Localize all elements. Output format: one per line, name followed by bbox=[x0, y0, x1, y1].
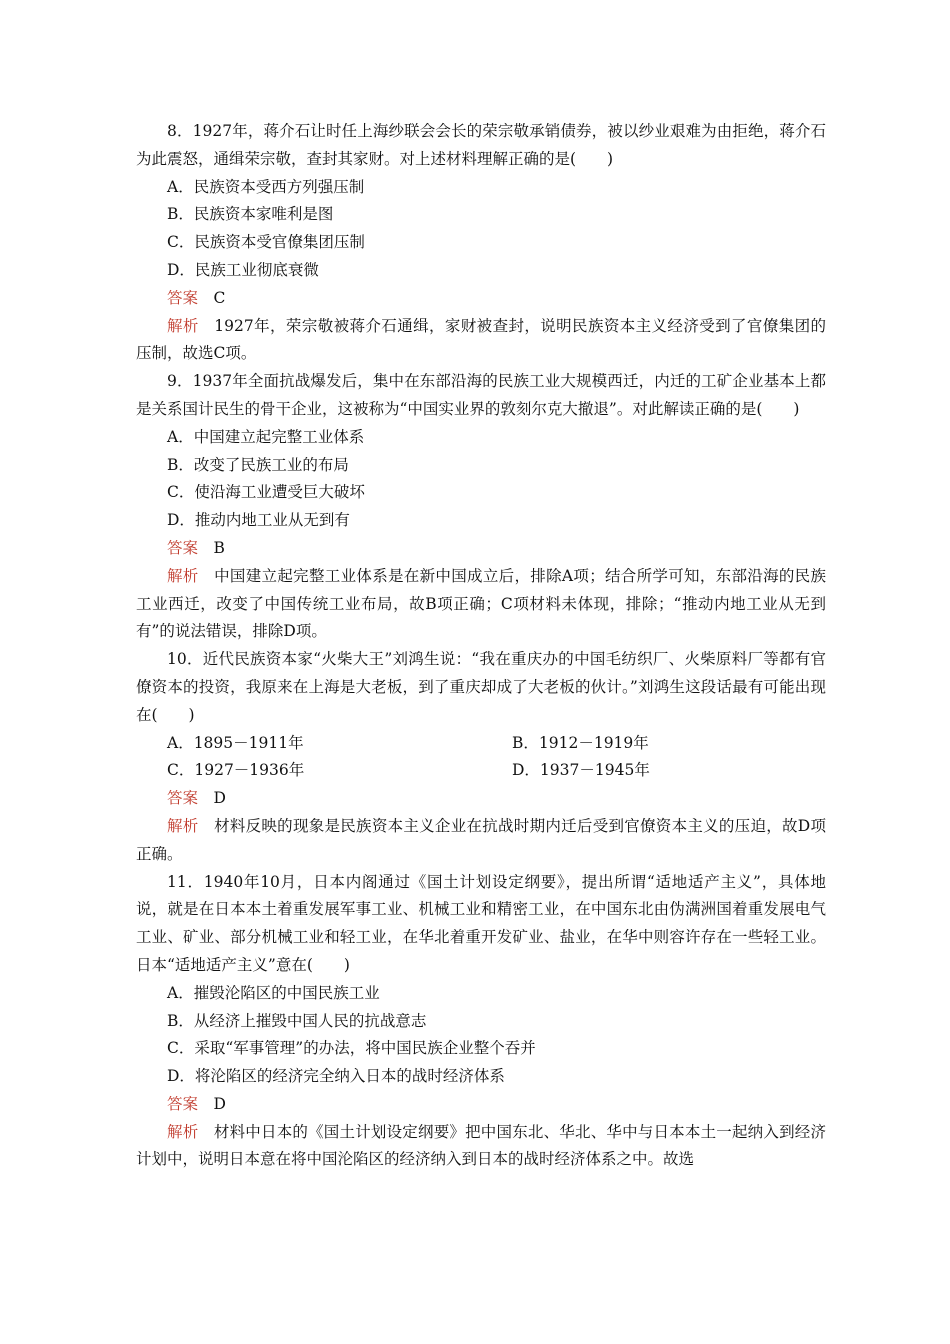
analysis-label: 解析 bbox=[167, 566, 199, 585]
analysis-line bbox=[136, 563, 826, 646]
analysis-label: 解析 bbox=[167, 816, 199, 835]
answer-label: 答案 bbox=[167, 1094, 199, 1113]
question-10 bbox=[136, 646, 826, 868]
answer-value: C bbox=[213, 288, 226, 307]
option-c: C．民族资本受官僚集团压制 bbox=[167, 233, 365, 252]
option-a: A．中国建立起完整工业体系 bbox=[167, 427, 365, 446]
question-stem: 10．近代民族资本家“火柴大王”刘鸿生说：“我在重庆办的中国毛纺织厂、火柴原料厂等都有官僚资本的投资，我原来在上海是大老板，到了重庆却成了大老板的伙计。”刘鸿生这段话最有可能出现在( ) bbox=[136, 650, 826, 724]
analysis-line bbox=[136, 813, 826, 869]
analysis-label: 解析 bbox=[167, 1122, 199, 1141]
analysis-label: 解析 bbox=[167, 316, 199, 335]
analysis-text: 材料中日本的《国土计划设定纲要》把中国东北、华北、华中与日本本土一起纳入到经济计划中，说明日本意在将中国沦陷区的经济纳入到日本的战时经济体系之中。故选 bbox=[136, 1122, 826, 1169]
answer-line bbox=[136, 1091, 826, 1119]
question-8 bbox=[136, 118, 826, 368]
option-d: D．民族工业彻底衰微 bbox=[167, 260, 319, 279]
question-9 bbox=[136, 368, 826, 646]
question-stem: 9．1937年全面抗战爆发后，集中在东部沿海的民族工业大规模西迁，内迁的工矿企业基本上都是关系国计民生的骨干企业，这被称为“中国实业界的敦刻尔克大撤退”。对此解读正确的是( ) bbox=[136, 372, 826, 418]
option-d: D．1937－1945年 bbox=[512, 761, 650, 780]
answer-value: B bbox=[213, 538, 225, 557]
option-c: C．使沿海工业遭受巨大破坏 bbox=[167, 483, 365, 502]
analysis-line bbox=[136, 1119, 826, 1175]
option-a: A．民族资本受西方列强压制 bbox=[167, 177, 365, 196]
option-d: D．将沦陷区的经济完全纳入日本的战时经济体系 bbox=[167, 1067, 505, 1086]
option-c: C．1927－1936年 bbox=[167, 761, 305, 780]
question-stem: 11．1940年10月，日本内阁通过《国土计划设定纲要》，提出所谓“适地适产主义”，具体地说，就是在日本本土着重发展军事工业、机械工业和精密工业，在中国东北由伪满洲国着重发展电气工业、矿业、部分机械工业和轻工业，在华北着重开发矿业、盐业，在华中则容许存在一些轻工业。日本“适地适产主义”意在( ) bbox=[136, 872, 826, 974]
option-b: B．1912－1919年 bbox=[512, 733, 649, 752]
analysis-text: 1927年，荣宗敬被蒋介石通缉，家财被查封，说明民族资本主义经济受到了官僚集团的压制，故选C项。 bbox=[136, 316, 826, 363]
answer-label: 答案 bbox=[167, 789, 199, 808]
answer-value: D bbox=[213, 1094, 226, 1113]
answer-value: D bbox=[213, 789, 226, 808]
option-c: C．采取“军事管理”的办法，将中国民族企业整个吞并 bbox=[167, 1039, 536, 1058]
answer-line bbox=[136, 535, 826, 563]
answer-line bbox=[136, 785, 826, 813]
option-d: D．推动内地工业从无到有 bbox=[167, 511, 350, 530]
question-stem: 8．1927年，蒋介石让时任上海纱联会会长的荣宗敬承销债券，被以纱业艰难为由拒绝，蒋介石为此震怒，通缉荣宗敬，查封其家财。对上述材料理解正确的是( ) bbox=[136, 122, 826, 168]
analysis-text: 材料反映的现象是民族资本主义企业在抗战时期内迁后受到官僚资本主义的压迫，故D项正确。 bbox=[136, 816, 826, 863]
option-a: A．摧毁沦陷区的中国民族工业 bbox=[167, 983, 380, 1002]
answer-label: 答案 bbox=[167, 538, 199, 557]
analysis-text: 中国建立起完整工业体系是在新中国成立后，排除A项；结合所学可知，东部沿海的民族工业西迁，改变了中国传统工业布局，故B项正确；C项材料未体现，排除；“推动内地工业从无到有”的说法错误，排除D项。 bbox=[136, 566, 826, 641]
question-11 bbox=[136, 869, 826, 1175]
answer-line bbox=[136, 285, 826, 313]
options-row-2 bbox=[136, 757, 826, 785]
option-b: B．改变了民族工业的布局 bbox=[167, 455, 349, 474]
answer-label: 答案 bbox=[167, 288, 199, 307]
option-b: B．从经济上摧毁中国人民的抗战意志 bbox=[167, 1011, 427, 1030]
document-page bbox=[136, 118, 826, 1174]
analysis-line bbox=[136, 313, 826, 369]
option-a: A．1895－1911年 bbox=[167, 733, 304, 752]
option-b: B．民族资本家唯利是图 bbox=[167, 205, 334, 224]
options-row-1 bbox=[136, 730, 826, 758]
